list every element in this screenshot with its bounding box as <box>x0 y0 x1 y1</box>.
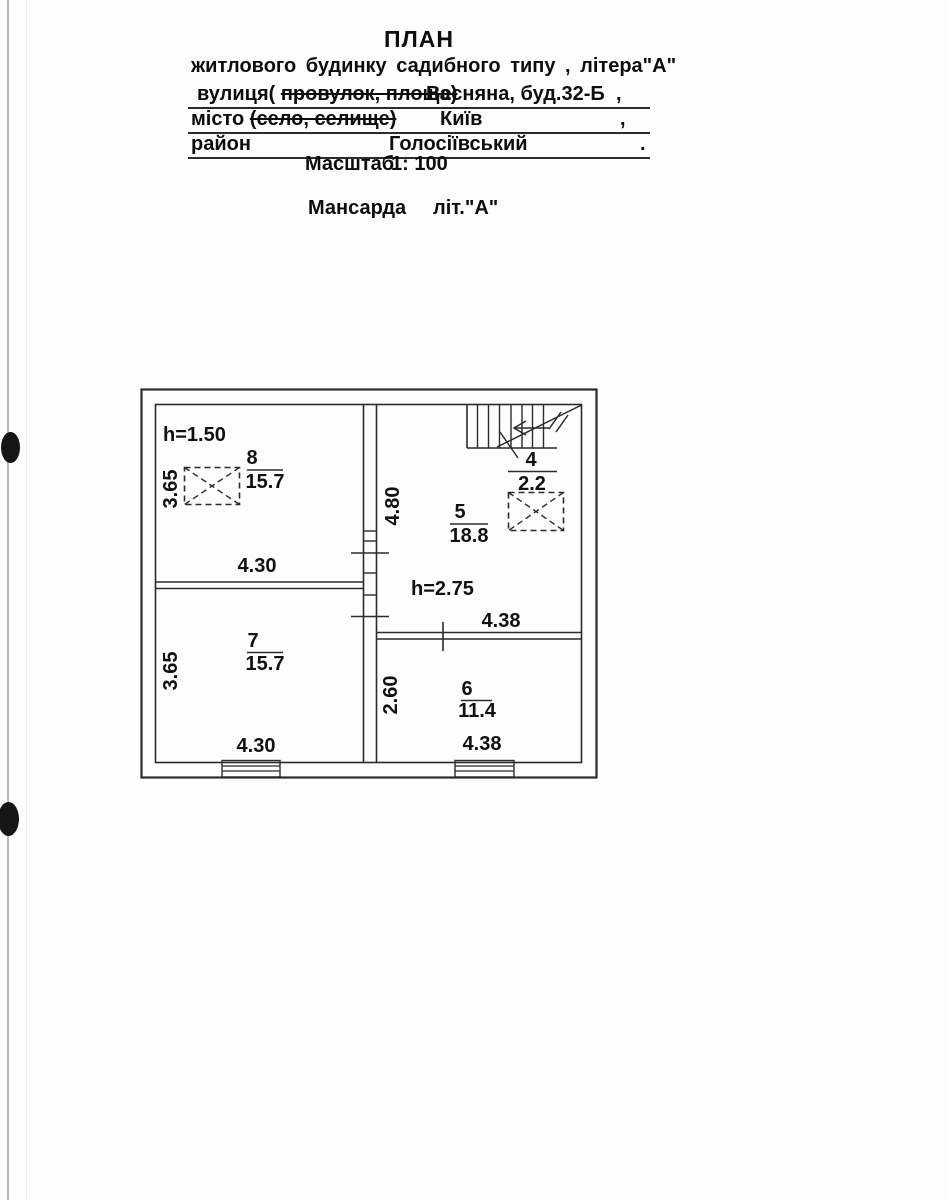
dim-room5-height: 4.80 <box>382 486 404 526</box>
street-struck-text: провулок, площа) <box>280 83 458 105</box>
doc-title: ПЛАН <box>384 26 454 52</box>
height-mark-left: h=1.50 <box>163 424 226 446</box>
floor-line <box>188 197 650 221</box>
room7-area: 15.7 <box>245 653 285 675</box>
city-label <box>191 108 396 131</box>
room4-area: 2.2 <box>518 473 546 495</box>
room5-area: 18.8 <box>449 525 489 547</box>
skylight-room8 <box>185 468 240 505</box>
floor-name: Мансарда <box>308 197 407 219</box>
dim-room7-width: 4.30 <box>236 735 276 757</box>
scale-line <box>188 153 650 177</box>
height-mark-right: h=2.75 <box>411 578 474 600</box>
room6-number: 6 <box>461 678 473 700</box>
room5-number: 5 <box>454 501 466 523</box>
dim-room7-height: 3.65 <box>160 651 182 691</box>
staircase <box>467 405 582 459</box>
doc-subtitle: житлового будинку садибного типу , літера"А" <box>191 55 677 77</box>
dim-room6-height: 2.60 <box>380 675 402 715</box>
stair-cut-line <box>497 405 582 447</box>
city-line <box>188 108 650 134</box>
hole-punch-bottom <box>0 802 19 836</box>
room7-number: 7 <box>247 630 259 652</box>
city-label-text: місто <box>191 108 245 130</box>
skylight-room5 <box>509 493 564 531</box>
room8-number: 8 <box>246 447 258 469</box>
dim-room6-width-top: 4.38 <box>481 610 521 632</box>
street-line <box>188 83 650 109</box>
room6-area: 11.4 <box>458 700 496 722</box>
page-edge-shadow-light <box>26 0 27 1200</box>
city-struck-text: (село, селище) <box>249 108 397 130</box>
wall-room5-room6 <box>377 622 582 651</box>
street-value: Весняна, буд.32-Б <box>426 83 605 105</box>
dim-room6-width-bottom: 4.38 <box>462 733 502 755</box>
district-suffix: . <box>640 133 646 155</box>
dim-room8-width: 4.30 <box>237 555 277 577</box>
scale-label: Масштаб <box>305 153 395 175</box>
street-label <box>197 83 457 106</box>
street-label-text: вулиця( <box>197 83 276 105</box>
room4-number: 4 <box>525 449 537 471</box>
wall-room8-room7 <box>156 582 364 589</box>
district-value: Голосіївський <box>389 133 528 155</box>
district-label: район <box>191 133 251 155</box>
room8-area: 15.7 <box>245 471 285 493</box>
page-edge-shadow <box>7 0 9 1200</box>
city-value: Київ <box>440 108 483 130</box>
city-suffix: , <box>620 108 626 130</box>
hole-punch-top <box>1 432 20 463</box>
floor-plan-drawing <box>128 376 612 790</box>
dim-room8-height: 3.65 <box>160 469 182 509</box>
floor-letter: літ."А" <box>433 197 499 219</box>
scale-value: 1: 100 <box>391 153 448 175</box>
street-suffix: , <box>616 83 622 105</box>
